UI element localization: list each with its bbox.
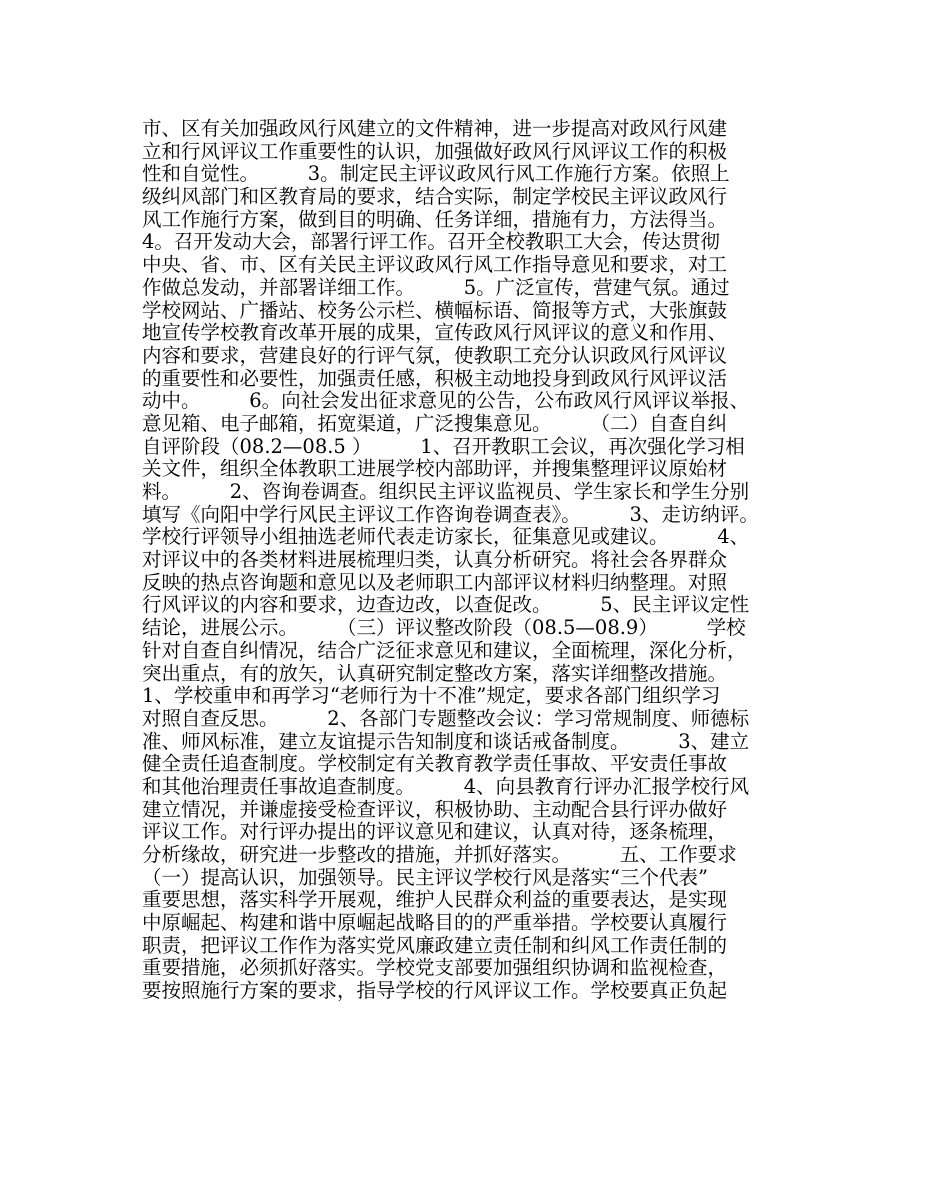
text-line: 意见箱、电子邮箱，拓宽渠道，广泛搜集意见。 （二）自查自纠 <box>142 411 728 435</box>
text-line: 对评议中的各类材料进展梳理归类，认真分析研究。将社会各界群众 <box>142 548 728 572</box>
text-line: 结论，进展公示。 （三）评议整改阶段（08.5—08.9） 学校 <box>142 616 746 640</box>
text-line: 作做总发动，并部署详细工作。 5。广泛宣传，营建气氛。通过 <box>142 275 730 299</box>
text-line: 要按照施行方案的要求，指导学校的行风评议工作。学校要真正负起 <box>142 979 728 1003</box>
text-line: 行风评议的内容和要求，边查边改，以查促改。 5、民主评议定性 <box>142 593 750 617</box>
text-line: 针对自查自纠情况，结合广泛征求意见和建议，全面梳理，深化分析， <box>142 638 747 662</box>
text-line: 1、学校重申和再学习“老师行为十不准”规定，要求各部门组织学习 <box>142 684 721 708</box>
text-line: （一）提高认识，加强领导。民主评议学校行风是落实“三个代表” <box>142 865 708 889</box>
text-line: 反映的热点咨询题和意见以及老师职工内部评议材料归纳整理。对照 <box>142 570 728 594</box>
text-line: 填写《向阳中学行风民主评议工作咨询卷调查表》。 3、走访纳评。 <box>142 502 759 526</box>
text-line: 分析缘故，研究进一步整改的措施，并抓好落实。 五、工作要求 <box>142 843 737 866</box>
text-line: 重要措施，必须抓好落实。学校党支部要加强组织协调和监视检查， <box>142 956 728 980</box>
text-line: 立和行风评议工作重要性的认识，加强做好政风行风评议工作的积极 <box>142 139 728 163</box>
text-line: 4。召开发动大会，部署行评工作。召开全校教职工大会，传达贯彻 <box>142 230 720 254</box>
text-line: 关文件，组织全体教职工进展学校内部助评，并搜集整理评议原始材 <box>142 457 728 481</box>
text-line: 中原崛起、构建和谐中原崛起战略目的的严重举措。学校要认真履行 <box>142 911 728 935</box>
text-line: 风工作施行方案，做到目的明确、任务详细，措施有力，方法得当。 <box>142 207 728 231</box>
text-line: 健全责任追查制度。学校制定有关教育教学责任事故、平安责任事故 <box>142 752 728 776</box>
text-line: 自评阶段（08.2—08.5 ） 1、召开教职工会议，再次强化学习相 <box>142 434 745 458</box>
text-line: 建立情况，并谦虚接受检查评议，积极协助、主动配合县行评办做好 <box>142 797 728 821</box>
text-line: 学校网站、广播站、校务公示栏、横幅标语、简报等方式，大张旗鼓 <box>142 298 728 322</box>
text-line: 职责，把评议工作作为落实党风廉政建立责任制和纠风工作责任制的 <box>142 933 728 957</box>
text-line: 级纠风部门和区教育局的要求，结合实际，制定学校民主评议政风行 <box>142 185 728 209</box>
text-line: 中央、省、市、区有关民主评议政风行风工作指导意见和要求，对工 <box>142 253 728 277</box>
text-line: 动中。 6。向社会发出征求意见的公告，公布政风行风评议举报、 <box>142 389 750 413</box>
text-line: 对照自查反思。 2、各部门专题整改会议：学习常规制度、师德标 <box>142 706 750 730</box>
text-line: 学校行评领导小组抽选老师代表走访家长，征集意见或建议。 4、 <box>142 525 750 549</box>
text-line: 的重要性和必要性，加强责任感，积极主动地投身到政风行风评议活 <box>142 366 728 390</box>
text-line: 重要思想，落实科学开展观，维护人民群众利益的重要表达，是实现 <box>142 888 728 912</box>
text-line: 料。 2、咨询卷调查。组织民主评议监视员、学生家长和学生分别 <box>142 480 750 503</box>
text-line: 突出重点，有的放矢，认真研究制定整改方案，落实详细整改措施。 <box>142 661 728 685</box>
text-line: 地宣传学校教育改革开展的成果，宣传政风行风评议的意义和作用、 <box>142 321 728 345</box>
text-line: 和其他治理责任事故追查制度。 4、向县教育行评办汇报学校行风 <box>142 774 750 798</box>
text-line: 市、区有关加强政风行风建立的文件精神，进一步提高对政风行风建 <box>142 117 728 140</box>
text-line: 准、师风标准，建立友谊提示告知制度和谈话戒备制度。 3、建立 <box>142 729 750 753</box>
text-line: 评议工作。对行评办提出的评议意见和建议，认真对待，逐条梳理， <box>142 820 728 844</box>
body-text <box>142 118 832 1003</box>
text-line: 内容和要求，营建良好的行评气氛，使教职工充分认识政风行风评议 <box>142 343 728 367</box>
text-line: 性和自觉性。 3。制定民主评议政风行风工作施行方案。依照上 <box>142 162 730 186</box>
